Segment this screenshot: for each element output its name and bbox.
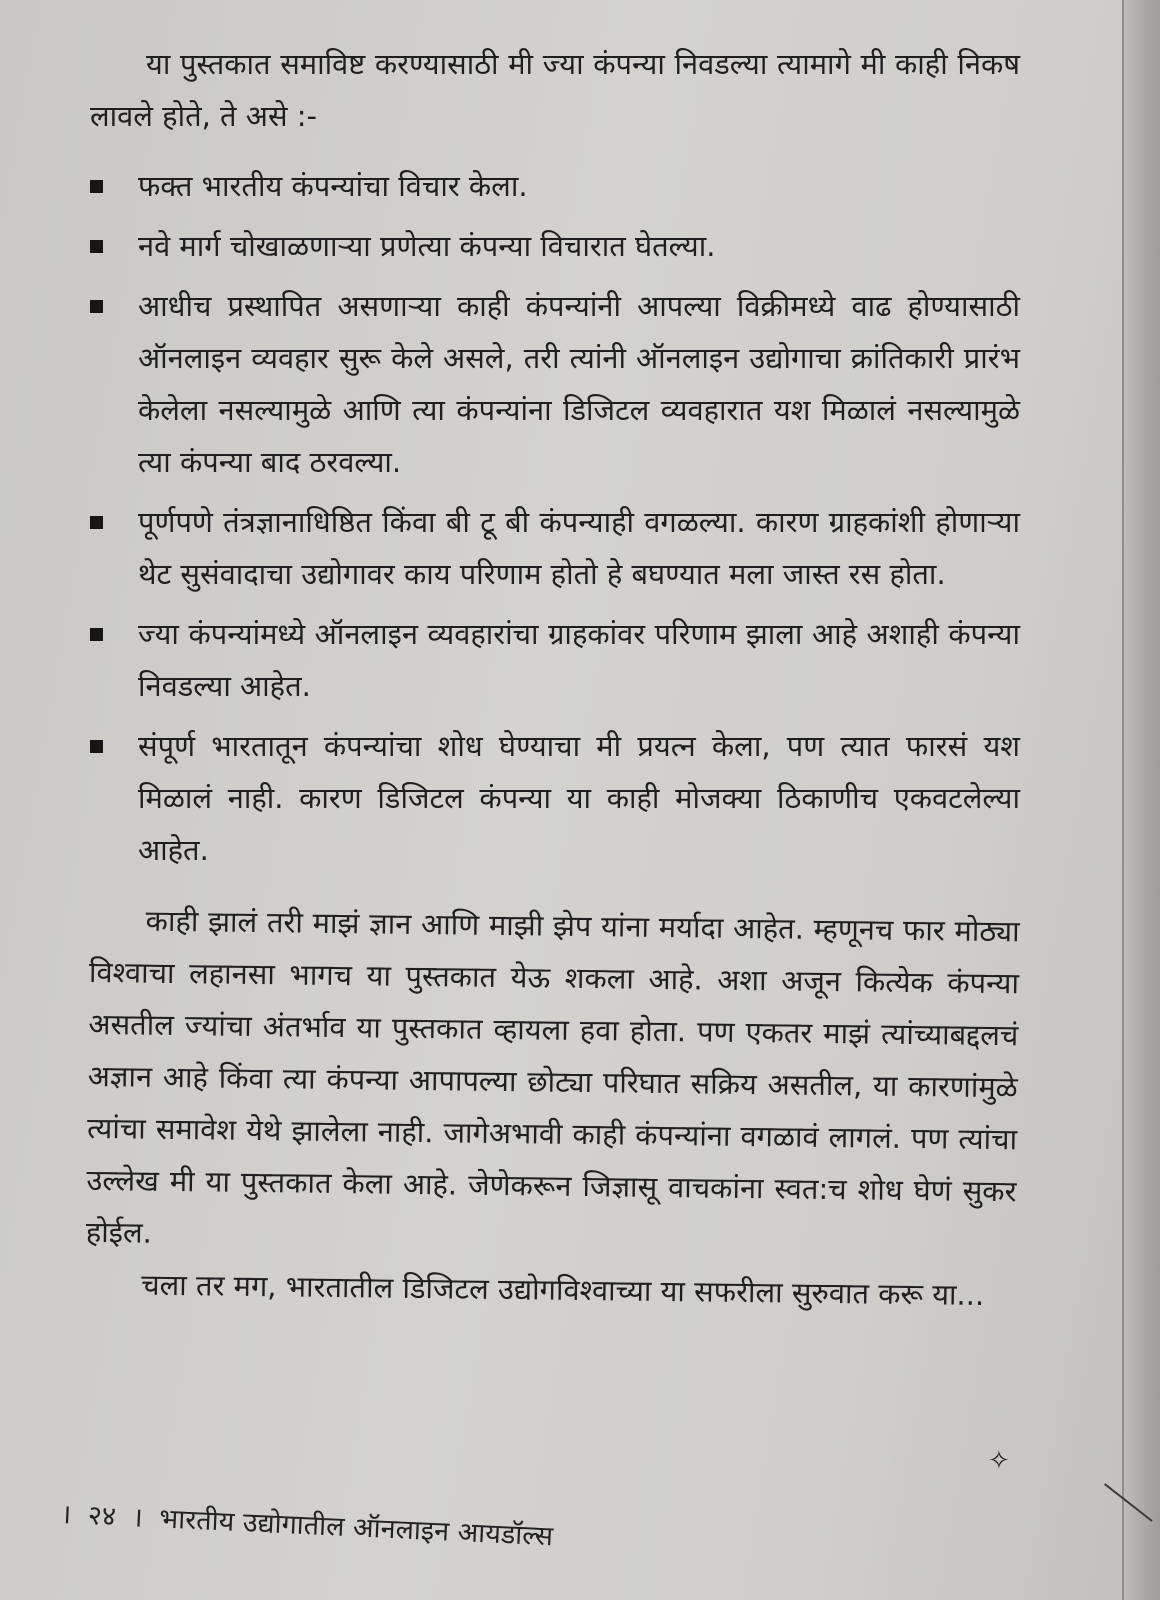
body-paragraph: काही झालं तरी माझं ज्ञान आणि माझी झेप यांना मर्यादा आहेत. म्हणूनच फार मोठ्या विश्वाचा लहानसा भागच या पुस्तकात येऊ शकला आहे. अशा अजून कित्येक कंपन्या असतील ज्यांचा अंतर्भाव या पुस्तकात व्हायला हवा होता. पण एकतर माझं त्यांच्याबद्दलचं अज्ञान आहे किंवा त्या कंपन्या आपापल्या छोट्या परिघात सक्रिय असतील, या कारणांमुळे त्यांचा समावेश येथे झालेला नाही. जागेअभावी काही कंपन्यांना वगळावं लागलं. पण त्यांचा उल्लेख मी या पुस्तकात केला आहे. जेणेकरून जिज्ञासू वाचकांना स्वत:च शोध घेणं सुकर होईल.	[85, 903, 1020, 1250]
book-spine	[1122, 0, 1160, 1600]
page-footer	[60, 1494, 562, 1554]
page-number: २४	[87, 1500, 117, 1533]
criteria-item	[90, 280, 1020, 488]
footer-separator: ।	[131, 1502, 144, 1534]
square-bullet-icon	[90, 628, 103, 641]
square-bullet-icon	[90, 300, 103, 313]
square-bullet-icon	[90, 740, 103, 753]
criteria-item	[90, 720, 1020, 876]
page-content	[85, 38, 1020, 1312]
square-bullet-icon	[90, 180, 103, 193]
body-section	[85, 894, 1020, 1321]
criteria-list	[90, 160, 1020, 876]
criteria-text: पूर्णपणे तंत्रज्ञानाधिष्ठित किंवा बी टू बी कंपन्याही वगळल्या. कारण ग्राहकांशी होणाऱ्या थेट सुसंवादाचा उद्योगावर काय परिणाम होतो हे बघण्यात मला जास्त रस होता.	[138, 505, 1020, 591]
square-bullet-icon	[90, 240, 103, 253]
book-title: भारतीय उद्योगातील ऑनलाइन आयडॉल्स	[158, 1503, 554, 1553]
criteria-item	[90, 160, 1020, 212]
criteria-text: संपूर्ण भारतातून कंपन्यांचा शोध घेण्याचा मी प्रयत्न केला, पण त्यात फारसं यश मिळालं नाही. कारण डिजिटल कंपन्या या काही मोजक्या ठिकाणीच एकवटलेल्या आहेत.	[138, 729, 1020, 867]
criteria-text: आधीच प्रस्थापित असणाऱ्या काही कंपन्यांनी आपल्या विक्रीमध्ये वाढ होण्यासाठी ऑनलाइन व्यवहार सुरू केले असले, तरी त्यांनी ऑनलाइन उद्योगाचा क्रांतिकारी प्रारंभ केलेला नसल्यामुळे आणि त्या कंपन्यांना डिजिटल व्यवहारात यश मिळालं नसल्यामुळे त्या कंपन्या बाद ठरवल्या.	[138, 289, 1020, 479]
criteria-item	[90, 608, 1020, 712]
criteria-item	[90, 220, 1020, 272]
star-ornament-icon: ✧	[988, 1446, 1010, 1476]
criteria-item	[90, 496, 1020, 600]
closing-paragraph: चला तर मग, भारतातील डिजिटल उद्योगविश्वाच्या या सफरीला सुरुवात करू या...	[141, 1267, 985, 1312]
criteria-text: नवे मार्ग चोखाळणाऱ्या प्रणेत्या कंपन्या विचारात घेतल्या.	[138, 229, 716, 263]
square-bullet-icon	[90, 516, 103, 529]
criteria-text: फक्त भारतीय कंपन्यांचा विचार केला.	[138, 169, 528, 203]
footer-separator: ।	[60, 1498, 72, 1531]
criteria-text: ज्या कंपन्यांमध्ये ऑनलाइन व्यवहारांचा ग्राहकांवर परिणाम झाला आहे अशाही कंपन्या निवडल्या आहेत.	[138, 617, 1020, 703]
intro-paragraph: या पुस्तकात समाविष्ट करण्यासाठी मी ज्या कंपन्या निवडल्या त्यामागे मी काही निकष लावले होते, ते असे :-	[90, 47, 1020, 133]
